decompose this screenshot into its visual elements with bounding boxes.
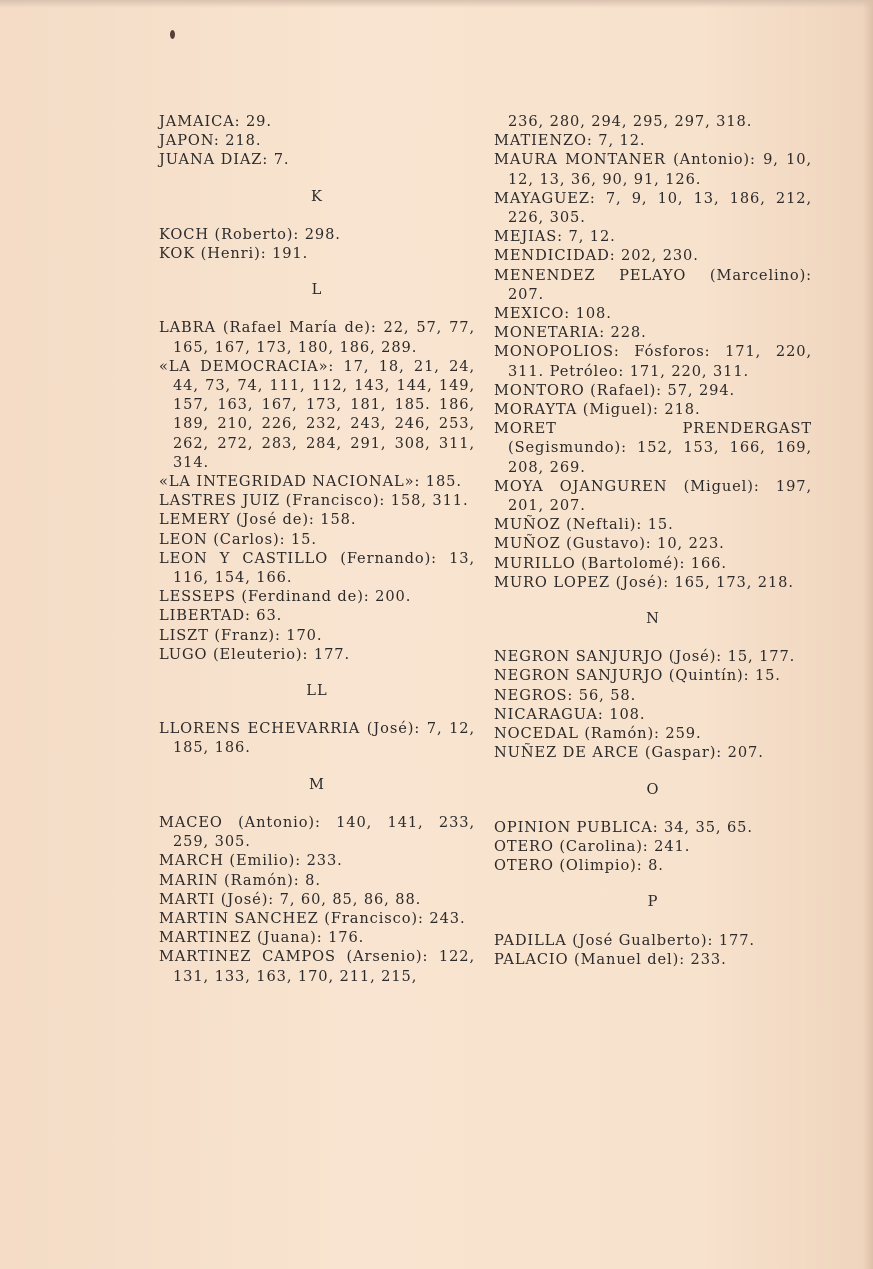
index-entry: MUÑOZ (Gustavo): 10, 223. xyxy=(494,535,725,553)
index-entry: MARTINEZ (Juana): 176. xyxy=(159,929,365,947)
index-entry: MAURA MONTANER (Antonio): 9, 10, 12, 13, 36, 90, 91, 126. xyxy=(494,151,812,188)
index-entry: MONETARIA: 228. xyxy=(494,324,647,342)
index-entry: LEON (Carlos): 15. xyxy=(159,530,317,548)
index-entry: MORET PRENDERGAST (Segismundo): 152, 153, 166, 169, 208, 269. xyxy=(494,420,812,476)
page-top-edge xyxy=(0,0,873,8)
index-entry: NEGROS: 56, 58. xyxy=(494,686,637,704)
ink-mark xyxy=(170,30,175,39)
index-entry: 236, 280, 294, 295, 297, 318. xyxy=(508,113,753,130)
index-entry: PALACIO (Manuel del): 233. xyxy=(494,950,727,968)
index-entry: LIBERTAD: 63. xyxy=(159,607,283,625)
page-right-edge xyxy=(863,0,873,1269)
index-entry: MURO LOPEZ (José): 165, 173, 218. xyxy=(494,573,794,591)
index-entry: MONTORO (Rafael): 57, 294. xyxy=(494,381,736,399)
index-entry: MARTINEZ CAMPOS (Arsenio): 122, 131, 133, 163, 170, 211, 215, xyxy=(159,948,475,985)
section-letter-heading: K xyxy=(311,187,323,205)
index-entry: LISZT (Franz): 170. xyxy=(159,626,323,644)
index-entry: MARCH (Emilio): 233. xyxy=(159,852,343,870)
index-entry: LEMERY (José de): 158. xyxy=(159,511,357,529)
index-entry: MORAYTA (Miguel): 218. xyxy=(494,401,701,419)
index-entry: JAPON: 218. xyxy=(159,132,262,150)
index-entry: MURILLO (Bartolomé): 166. xyxy=(494,554,727,572)
index-entry: «LA DEMOCRACIA»: 17, 18, 21, 24, 44, 73, 74, 111, 112, 143, 144, 149, 157, 163, 167, 173, 181, 185. 186, 189, 210, 226, 232, 243, 246, 253, 262, 272, 283, 284, 291, 308, 311, 314. xyxy=(159,357,475,471)
index-entry: LLORENS ECHEVARRIA (José): 7, 12, 185, 186. xyxy=(159,720,475,757)
index-entry: NEGRON SANJURJO (Quintín): 15. xyxy=(494,667,781,685)
index-entry: MOYA OJANGUREN (Miguel): 197, 201, 207. xyxy=(494,477,812,515)
index-entry: «LA INTEGRIDAD NACIONAL»: 185. xyxy=(159,473,462,491)
index-entry: MACEO (Antonio): 140, 141, 233, 259, 305. xyxy=(159,813,475,851)
section-letter-heading: N xyxy=(646,610,660,628)
index-column-left xyxy=(159,112,475,986)
index-entry: MEJIAS: 7, 12. xyxy=(494,228,616,246)
index-entry: LESSEPS (Ferdinand de): 200. xyxy=(159,588,412,606)
index-entry: OTERO (Olimpio): 8. xyxy=(494,857,664,875)
index-entry: JAMAICA: 29. xyxy=(159,113,272,130)
index-entry: MARTI (José): 7, 60, 85, 86, 88. xyxy=(159,890,422,908)
index-entry: MARIN (Ramón): 8. xyxy=(159,871,321,889)
index-entry: LUGO (Eleuterio): 177. xyxy=(159,645,350,663)
index-entry: NEGRON SANJURJO (José): 15, 177. xyxy=(494,648,796,666)
section-letter-heading: LL xyxy=(306,682,328,700)
index-entry: LEON Y CASTILLO (Fernando): 13, 116, 154, 166. xyxy=(159,549,475,587)
section-letter-heading: L xyxy=(311,281,323,299)
index-entry: PADILLA (José Gualberto): 177. xyxy=(494,931,755,949)
index-entry: MUÑOZ (Neftali): 15. xyxy=(494,516,674,534)
index-entry: MENDICIDAD: 202, 230. xyxy=(494,247,699,265)
index-entry: LABRA (Rafael María de): 22, 57, 77, 165, 167, 173, 180, 186, 289. xyxy=(159,319,475,356)
index-entry: MATIENZO: 7, 12. xyxy=(494,132,646,150)
index-entry: OTERO (Carolina): 241. xyxy=(494,837,691,855)
index-column-right xyxy=(494,112,812,969)
index-entry: MAYAGUEZ: 7, 9, 10, 13, 186, 212, 226, 305. xyxy=(494,189,812,227)
index-entry: NICARAGUA: 108. xyxy=(494,705,646,723)
index-entry: NUÑEZ DE ARCE (Gaspar): 207. xyxy=(494,744,764,762)
index-entry: KOCH (Roberto): 298. xyxy=(159,225,341,243)
index-entry: MONOPOLIOS: Fósforos: 171, 220, 311. Petróleo: 171, 220, 311. xyxy=(494,343,812,380)
index-entry: MENENDEZ PELAYO (Marcelino): 207. xyxy=(494,266,812,303)
section-letter-heading: M xyxy=(309,775,325,793)
index-entry: LASTRES JUIZ (Francisco): 158, 311. xyxy=(159,492,469,510)
section-letter-heading: P xyxy=(647,893,659,911)
index-entry: JUANA DIAZ: 7. xyxy=(159,151,290,169)
index-entry: OPINION PUBLICA: 34, 35, 65. xyxy=(494,818,753,836)
section-letter-heading: O xyxy=(646,780,660,798)
index-entry: NOCEDAL (Ramón): 259. xyxy=(494,725,702,743)
index-entry: MARTIN SANCHEZ (Francisco): 243. xyxy=(159,909,466,927)
index-entry: MEXICO: 108. xyxy=(494,305,612,323)
index-entry: KOK (Henri): 191. xyxy=(159,245,309,263)
